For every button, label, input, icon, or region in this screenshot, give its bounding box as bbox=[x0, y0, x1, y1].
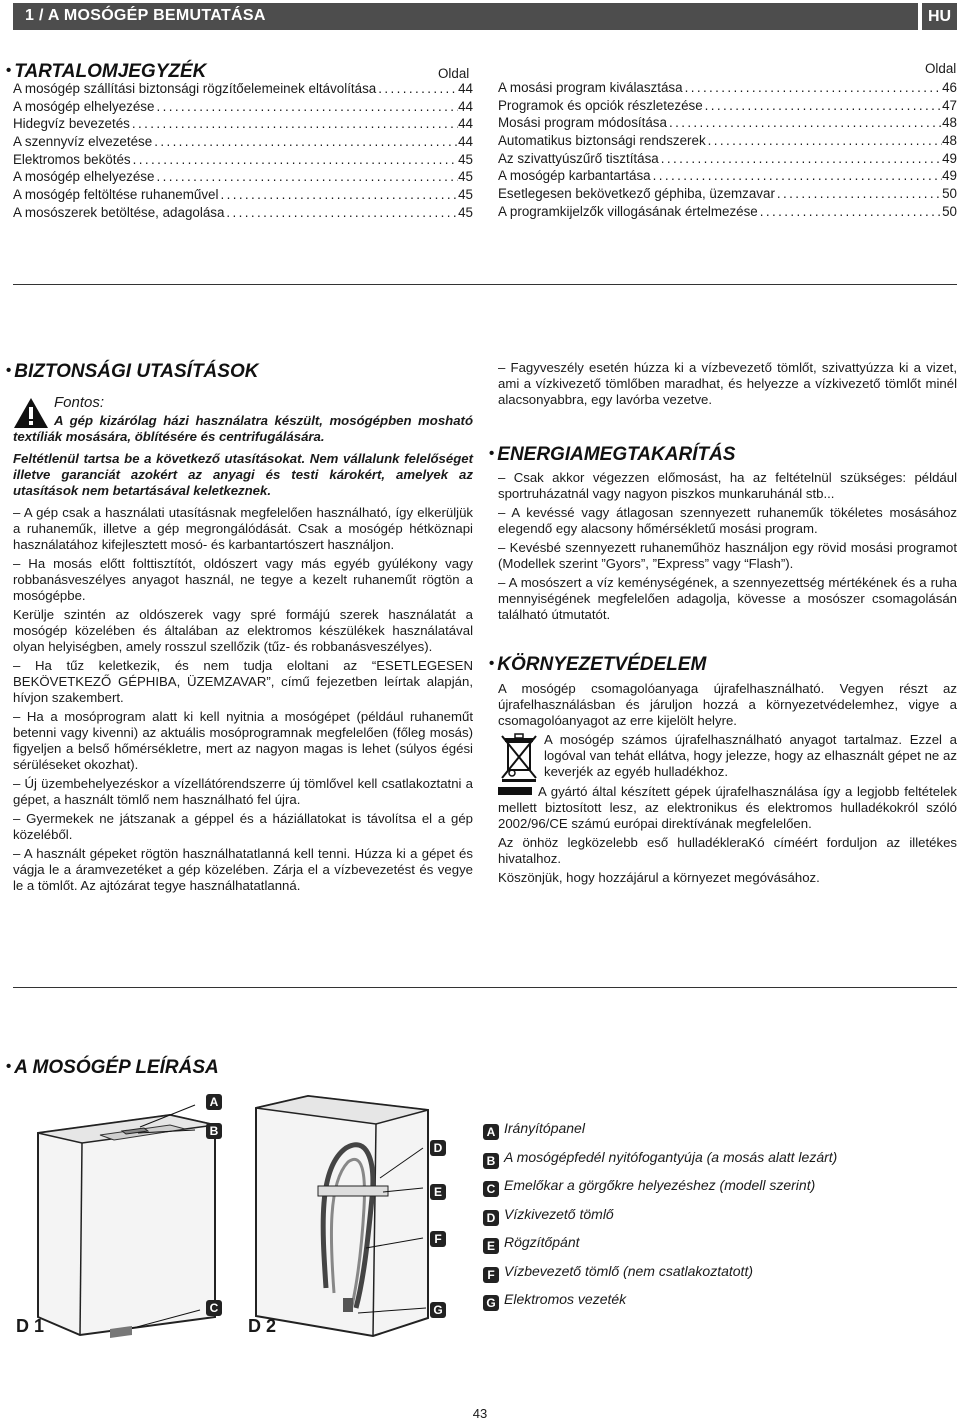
right-column bbox=[498, 360, 957, 411]
toc-item[interactable]: A programkijelzők villogásának értelmezése ..... 50 bbox=[498, 203, 957, 221]
toc-item[interactable]: Programok és opciók részletezése ..... 47 bbox=[498, 97, 957, 115]
environment-title: • KÖRNYEZETVÉDELEM bbox=[489, 654, 707, 675]
recycle-text: A mosógép számos újrafelhasználható anyagot tartalmaz. Ezzel a logóval van tehát ellátva, hogy jelezze, hogy az elhasznált gépet ne az keverjék az egyéb hulladékhoz. bbox=[544, 732, 957, 779]
safety-title: • BIZTONSÁGI UTASÍTÁSOK bbox=[6, 361, 259, 382]
toc-item[interactable]: Esetlegesen bekövetkező géphiba, üzemzavar ..... 50 bbox=[498, 185, 957, 203]
toc-item[interactable]: A szennyvíz elvezetése ..... 44 bbox=[13, 133, 473, 151]
safety-paragraph: – A gép csak a használati utasításnak megfelelően használható, így elkerüljük a ruhaneműk, illetve a gép megrongálódását. Csak a mosógép hétköznapi használatához kifejlesztett mosó- és karbantartószert használjon. bbox=[13, 505, 473, 552]
toc-item[interactable]: A mosószerek betöltése, adagolása ..... 45 bbox=[13, 204, 473, 222]
callout-d: D bbox=[430, 1140, 446, 1156]
toc-title: • TARTALOMJEGYZÉK bbox=[6, 61, 207, 82]
contact-text: Az önhöz legközelebb eső hulladékleraKó címéért forduljon az illetékes hivatalhoz. bbox=[498, 835, 957, 866]
legend-item: D Vízkivezető tömlő bbox=[483, 1206, 957, 1235]
legend-item: F Vízbevezető tömlő (nem csatlakoztatott) bbox=[483, 1263, 957, 1292]
legend-item: B A mosógépfedél nyitófogantyúja (a mosás alatt lezárt) bbox=[483, 1149, 957, 1178]
recycle-block bbox=[498, 732, 957, 784]
energy-paragraph: – A mosószert a víz keménységének, a szennyezettség mértékének és a ruha mennyiségének megfelelően adagolja, kövesse a mosószer csomagolásán található útmutatót. bbox=[498, 575, 957, 622]
toc-page-label-right: Oldal bbox=[925, 61, 957, 76]
description-title: • A MOSÓGÉP LEÍRÁSA bbox=[6, 1057, 219, 1078]
legend-item: A Irányítópanel bbox=[483, 1120, 957, 1149]
language-badge: HU bbox=[922, 3, 957, 30]
callout-c: C bbox=[206, 1300, 222, 1316]
environment-intro: A mosógép csomagolóanyaga újrafelhasználható. Vegyen részt az újrafelhasználásban és járuljon hozzá a környezetvédelemhez, vigye a csomagolóanyagot az erre kijelölt helyre. bbox=[498, 681, 957, 728]
callout-b: B bbox=[206, 1123, 222, 1139]
toc-item[interactable]: A mosógép szállítási biztonsági rögzítőelemeinek eltávolítása ..... 44 bbox=[13, 80, 473, 98]
toc-item[interactable]: Hidegvíz bevezetés ..... 44 bbox=[13, 115, 473, 133]
header-bar bbox=[13, 3, 918, 30]
weee-bar-icon bbox=[498, 787, 532, 795]
callout-f: F bbox=[430, 1231, 446, 1247]
safety-paragraph: – Gyermekek ne játszanak a géppel és a háziállatokat is távolítsa el a gép közeléből. bbox=[13, 811, 473, 842]
toc-right-list bbox=[498, 79, 957, 221]
weee-text: A gyártó által készített gépek újrafelhasználása így a legjobb feltételek mellett biztosított lesz, az elektronikus és elektromos hulladékokról szóló 2002/96/CE számú európai direktívának megfelelően. bbox=[498, 784, 957, 831]
toc-item[interactable]: A mosási program kiválasztása ..... 46 bbox=[498, 79, 957, 97]
energy-column bbox=[498, 470, 957, 626]
callout-a: A bbox=[206, 1094, 222, 1110]
warning-title: Fontos: bbox=[54, 394, 105, 411]
figure-label-d1: D 1 bbox=[16, 1316, 45, 1336]
divider bbox=[13, 284, 957, 285]
safety-paragraph: – Ha a mosóprogram alatt ki kell nyitnia a mosógépet (például ruhaneműt betenni vagy kivenni) az aktuális mosóprogramnak megfelelően (főleg mosás) figyeljen a belső hőmérsékletre, mert az nagyon magas is lehet (súlyos égési sérüléseket okozhat). bbox=[13, 709, 473, 772]
toc-item[interactable]: A mosógép feltöltése ruhaneművel ..... 45 bbox=[13, 186, 473, 204]
energy-title: • ENERGIAMEGTAKARÍTÁS bbox=[489, 444, 736, 465]
toc-item[interactable]: A mosógép elhelyezése ..... 44 bbox=[13, 98, 473, 116]
safety-column bbox=[13, 395, 473, 897]
warning-icon bbox=[13, 397, 49, 429]
toc-item[interactable]: Mosási program módosítása ..... 48 bbox=[498, 114, 957, 132]
safety-paragraph: – Ha mosás előtt folttisztítót, oldószert vagy más egyéb gyúlékony vagy robbanásveszélyes anyagot használ, ne tegye a kezelt ruhaneműt rögtön a mosógépbe. bbox=[13, 556, 473, 603]
energy-paragraph: – Kevésbé szennyezett ruhaneműhöz használjon egy rövid mosási programot (Modellek szerint ”Gyors”, ”Express” vagy “Flash”). bbox=[498, 540, 957, 571]
toc-page-label-left: Oldal bbox=[438, 66, 470, 81]
callout-g: G bbox=[430, 1302, 446, 1318]
must-follow-text: Feltétlenül tartsa be a következő utasításokat. Nem vállalunk felelőséget illetve garanciát azokért az anyagi és testi károkért, amelyek az utasítások nem betartásával keletkeznek. bbox=[13, 451, 473, 498]
energy-paragraph: – A kevéssé vagy átlagosan szennyezett ruhaneműk tökéletes mosásához elegendő egy alacsony hőmérsékletű mosási program. bbox=[498, 505, 957, 536]
crossed-bin-icon bbox=[500, 732, 538, 782]
section-title: 1 / A MOSÓGÉP BEMUTATÁSA bbox=[25, 7, 266, 24]
toc-item[interactable]: A mosógép elhelyezése ..... 45 bbox=[13, 168, 473, 186]
toc-item[interactable]: Automatikus biztonsági rendszerek ..... 48 bbox=[498, 132, 957, 150]
callout-e: E bbox=[430, 1184, 446, 1200]
legend-item: E Rögzítőpánt bbox=[483, 1234, 957, 1263]
safety-paragraph: – Új üzembehelyezéskor a vízellátórendszerre új tömlővel kell csatlakoztatni a gépet, a használt tömlő nem használható fel újra. bbox=[13, 776, 473, 807]
toc-left-list bbox=[13, 80, 473, 222]
safety-paragraph: – A használt gépeket rögtön használhatatlanná kell tenni. Húzza ki a gépet és vágja le a áramvezetéket a gép közelében. Zárja el a vízbevezetést és vegye le a tömlőt. Az ajtózárat tegye használhatatlanná. bbox=[13, 846, 473, 893]
safety-paragraph: Kerülje szintén az oldószerek vagy spré formájú szerek használatát a mosógép közelében és általában az elektromos készülékek használatával olyan helyiségben, amely rosszul szellőzik (tűz- és robbanásveszélyes). bbox=[13, 607, 473, 654]
washer-back-illustration bbox=[248, 1088, 448, 1348]
warning-text: A gép kizárólag házi használatra készült, mosógépben mosható textíliák mosására, öblítésére és centrifugálására. bbox=[13, 413, 473, 444]
toc-item[interactable]: Elektromos bekötés ..... 45 bbox=[13, 151, 473, 169]
page-number: 43 bbox=[472, 1406, 488, 1421]
figure-label-d2: D 2 bbox=[248, 1316, 277, 1336]
toc-item[interactable]: Az szivattyúszűrő tisztítása ..... 49 bbox=[498, 150, 957, 168]
legend-item: C Emelőkar a görgőkre helyezéshez (modell szerint) bbox=[483, 1177, 957, 1206]
frost-paragraph: – Fagyveszély esetén húzza ki a vízbevezető tömlőt, szivattyúzza ki a vizet, ami a vízkivezető tömlőben maradhat, és helyezze a vízkivezető tömlőt minél alacsonyabbra, egy lavórba vezetve. bbox=[498, 360, 957, 407]
safety-paragraph: – Ha tűz keletkezik, és nem tudja eloltani az “ESETLEGESEN BEKÖVETKEZŐ GÉPHIBA, ÜZEMZAVAR”, című fejezetben leírtak alapján, hívjon szakembert. bbox=[13, 658, 473, 705]
environment-column bbox=[498, 681, 957, 889]
parts-legend bbox=[483, 1120, 957, 1320]
divider bbox=[13, 987, 957, 988]
toc-item[interactable]: A mosógép karbantartása ..... 49 bbox=[498, 167, 957, 185]
energy-paragraph: – Csak akkor végezzen előmosást, ha az feltételnül szükséges: például sportruházatnál vagy nagyon piszkos munkaruhánál stb... bbox=[498, 470, 957, 501]
legend-item: G Elektromos vezeték bbox=[483, 1291, 957, 1320]
warning-block bbox=[13, 395, 473, 445]
thanks-text: Köszönjük, hogy hozzájárul a környezet megóvásához. bbox=[498, 870, 820, 885]
